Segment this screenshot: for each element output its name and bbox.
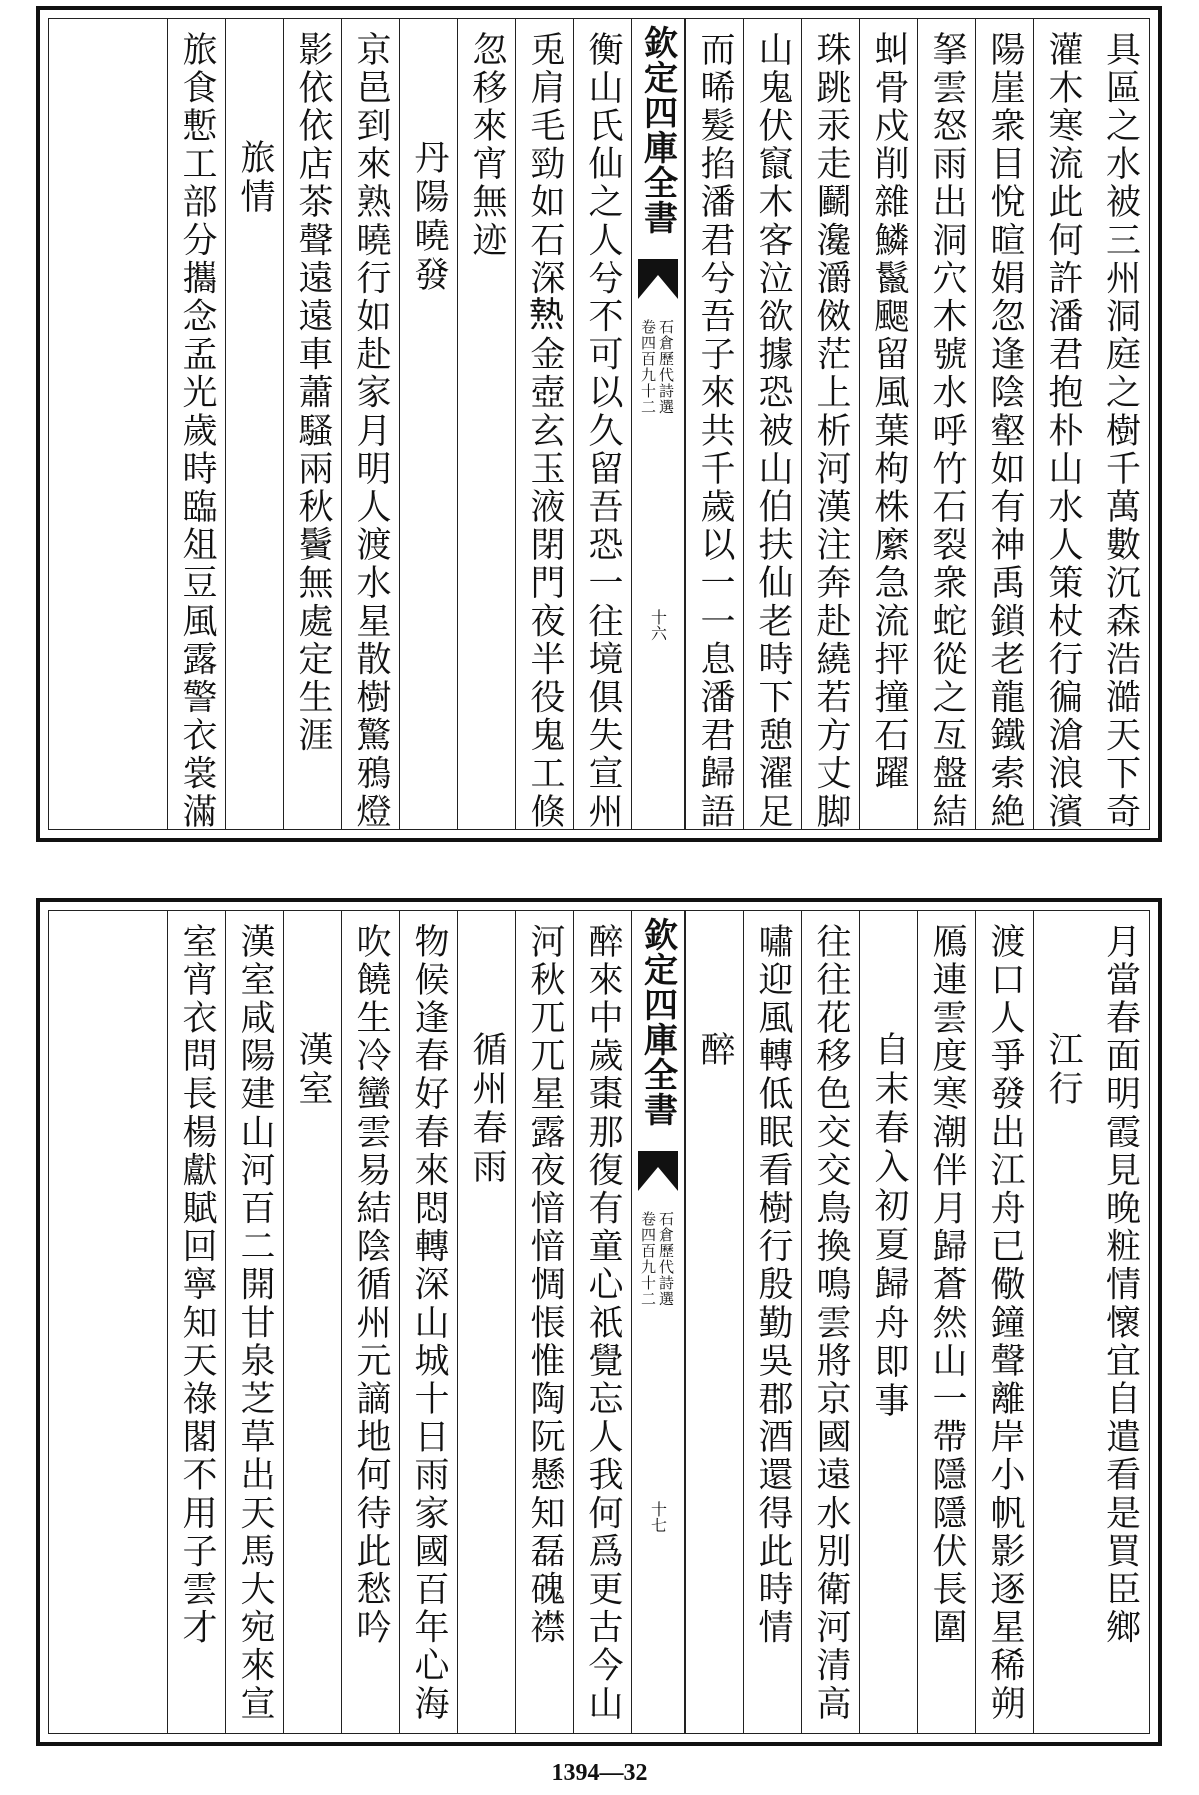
column-text: 往往花移色交交鳥換鳴雲將京國遠水別衛河清高: [811, 923, 851, 1724]
column-text: 鴈連雲度寒潮伴月歸蒼然山一帶隱隱伏長圍: [927, 923, 967, 1647]
column-text: 京邑到來熟曉行如赴家月明人渡水星散樹驚鴉燈: [351, 31, 391, 832]
bottom-page-frame: [48, 910, 1150, 1734]
text-column: [801, 19, 859, 832]
column-text: 河秋兀兀星露夜愔愔惆悵惟陶阮懸知磊磈襟: [525, 923, 565, 1647]
column-text: 醉來中歲棗那復有童心祇覺忘人我何爲更古今山: [583, 923, 623, 1724]
text-column: [1033, 19, 1091, 832]
poem-title: 醉: [695, 1031, 735, 1070]
column-text: 旅食慙工部分攜念孟光歲時臨俎豆風露警衣裳滿: [177, 31, 217, 832]
text-column: [975, 19, 1033, 832]
center-gutter: [631, 19, 685, 829]
poem-title-column: [685, 911, 743, 1733]
fishtail-ornament-icon: [638, 259, 678, 299]
poem-title: 循州春雨: [467, 1031, 507, 1187]
column-text: 吹饒生冷蠻雲易結陰循州元謫地何待此愁吟: [351, 923, 391, 1647]
column-text: 嘯迎風轉低眠看樹行殷勤吳郡酒還得此時情: [753, 923, 793, 1647]
text-column: [1091, 19, 1149, 832]
text-column: [573, 19, 631, 832]
column-text: 漢室咸陽建山河百二開甘泉芝草出天馬大宛來宣: [235, 923, 275, 1724]
poem-title-column: [1033, 911, 1091, 1733]
column-text: 室宵衣問長楊獻賦回寧知天祿閣不用子雲才: [177, 923, 217, 1647]
poem-title-column: [859, 911, 917, 1733]
text-column: [917, 911, 975, 1733]
book-title: 欽定四庫全書: [637, 917, 678, 1127]
text-column: [917, 19, 975, 832]
column-text: 而晞髮掐潘君兮吾子來共千歲以一一息潘君歸語: [695, 31, 735, 832]
column-text: 衡山氏仙之人兮不可以久留吾恐一往境俱失宣州: [583, 31, 623, 832]
collection-title: 石倉歷代詩選: [657, 319, 675, 415]
text-column: [975, 911, 1033, 1733]
poem-title: 漢室: [293, 1031, 333, 1109]
column-text: 拏雲怒雨出洞穴木號水呼竹石裂衆蛇從之亙盤結: [927, 31, 967, 832]
center-gutter: [631, 911, 685, 1733]
page-number: 1394—32: [551, 1760, 648, 1786]
column-text: 兎肩毛勁如石深𤍠金壺玄玉液閉門夜半役鬼工倏: [525, 31, 565, 832]
text-column: [167, 19, 225, 832]
text-column: [515, 911, 573, 1733]
text-column: [399, 911, 457, 1733]
column-text: 影依依店茶聲遠遠車蕭騷兩秋鬢無處定生涯: [293, 31, 333, 755]
text-column: [859, 19, 917, 829]
poem-title: 自末春入初夏歸舟即事: [869, 1031, 909, 1421]
book-title: 欽定四庫全書: [637, 25, 678, 235]
text-column: [341, 19, 399, 832]
text-column: [743, 911, 801, 1733]
top-page-frame: [48, 18, 1150, 830]
volume-label: 卷四百九十二: [639, 319, 657, 415]
text-column: [1091, 911, 1149, 1733]
column-text: 灌木寒流此何許潘君抱朴山水人策杖行徧滄浪濱: [1043, 31, 1083, 832]
volume-label: 卷四百九十二: [639, 1211, 657, 1307]
bottom-page: [36, 898, 1162, 1746]
fishtail-ornament-icon: [638, 1151, 678, 1191]
poem-title-column: [457, 911, 515, 1733]
poem-title: 丹陽曉發: [409, 139, 449, 295]
folio-number: 十六: [648, 609, 668, 641]
text-column: [685, 19, 743, 832]
column-text: 渡口人爭發出江舟已儆鐘聲離岸小帆影逐星稀朔: [985, 923, 1025, 1724]
text-column: [167, 911, 225, 1733]
poem-title: 江行: [1043, 1031, 1083, 1109]
top-page: [36, 6, 1162, 842]
text-column: [573, 911, 631, 1733]
column-text: 具區之水被三州洞庭之樹千萬數沉森浩澔天下奇: [1100, 31, 1141, 832]
text-column: [457, 19, 515, 829]
text-column: [341, 911, 399, 1733]
column-text: 虯骨戍削雜鱗鬣颸留風葉枸株縻急流抨撞石躍: [869, 31, 909, 793]
text-column: [743, 19, 801, 832]
poem-title: 旅情: [235, 139, 275, 217]
text-column: [515, 19, 573, 832]
column-text: 物候逢春好春來悶轉深山城十日雨家國百年心海: [409, 923, 449, 1724]
folio-number: 十七: [648, 1501, 668, 1533]
collection-title: 石倉歷代詩選: [657, 1211, 675, 1307]
text-column: [225, 911, 283, 1733]
text-column: [801, 911, 859, 1733]
text-column: [283, 19, 341, 829]
column-text: 忽移來宵無迹: [467, 31, 507, 260]
column-text: 珠跳汞走鬬瀺灂傚茫上析河漢注奔赴繞若方丈脚: [811, 31, 851, 832]
column-text: 山鬼伏竄木客泣欲據恐被山伯扶仙老時下憩濯足: [753, 31, 793, 832]
poem-title-column: [225, 19, 283, 829]
column-text: 陽崖衆目悅暄娟忽逢陰壑如有神禹鎖老龍鐵索絶: [985, 31, 1025, 832]
poem-title-column: [283, 911, 341, 1733]
column-text: 月當春面明霞見晚粧情懷宜自遣看是買臣鄉: [1100, 923, 1141, 1647]
poem-title-column: [399, 19, 457, 829]
